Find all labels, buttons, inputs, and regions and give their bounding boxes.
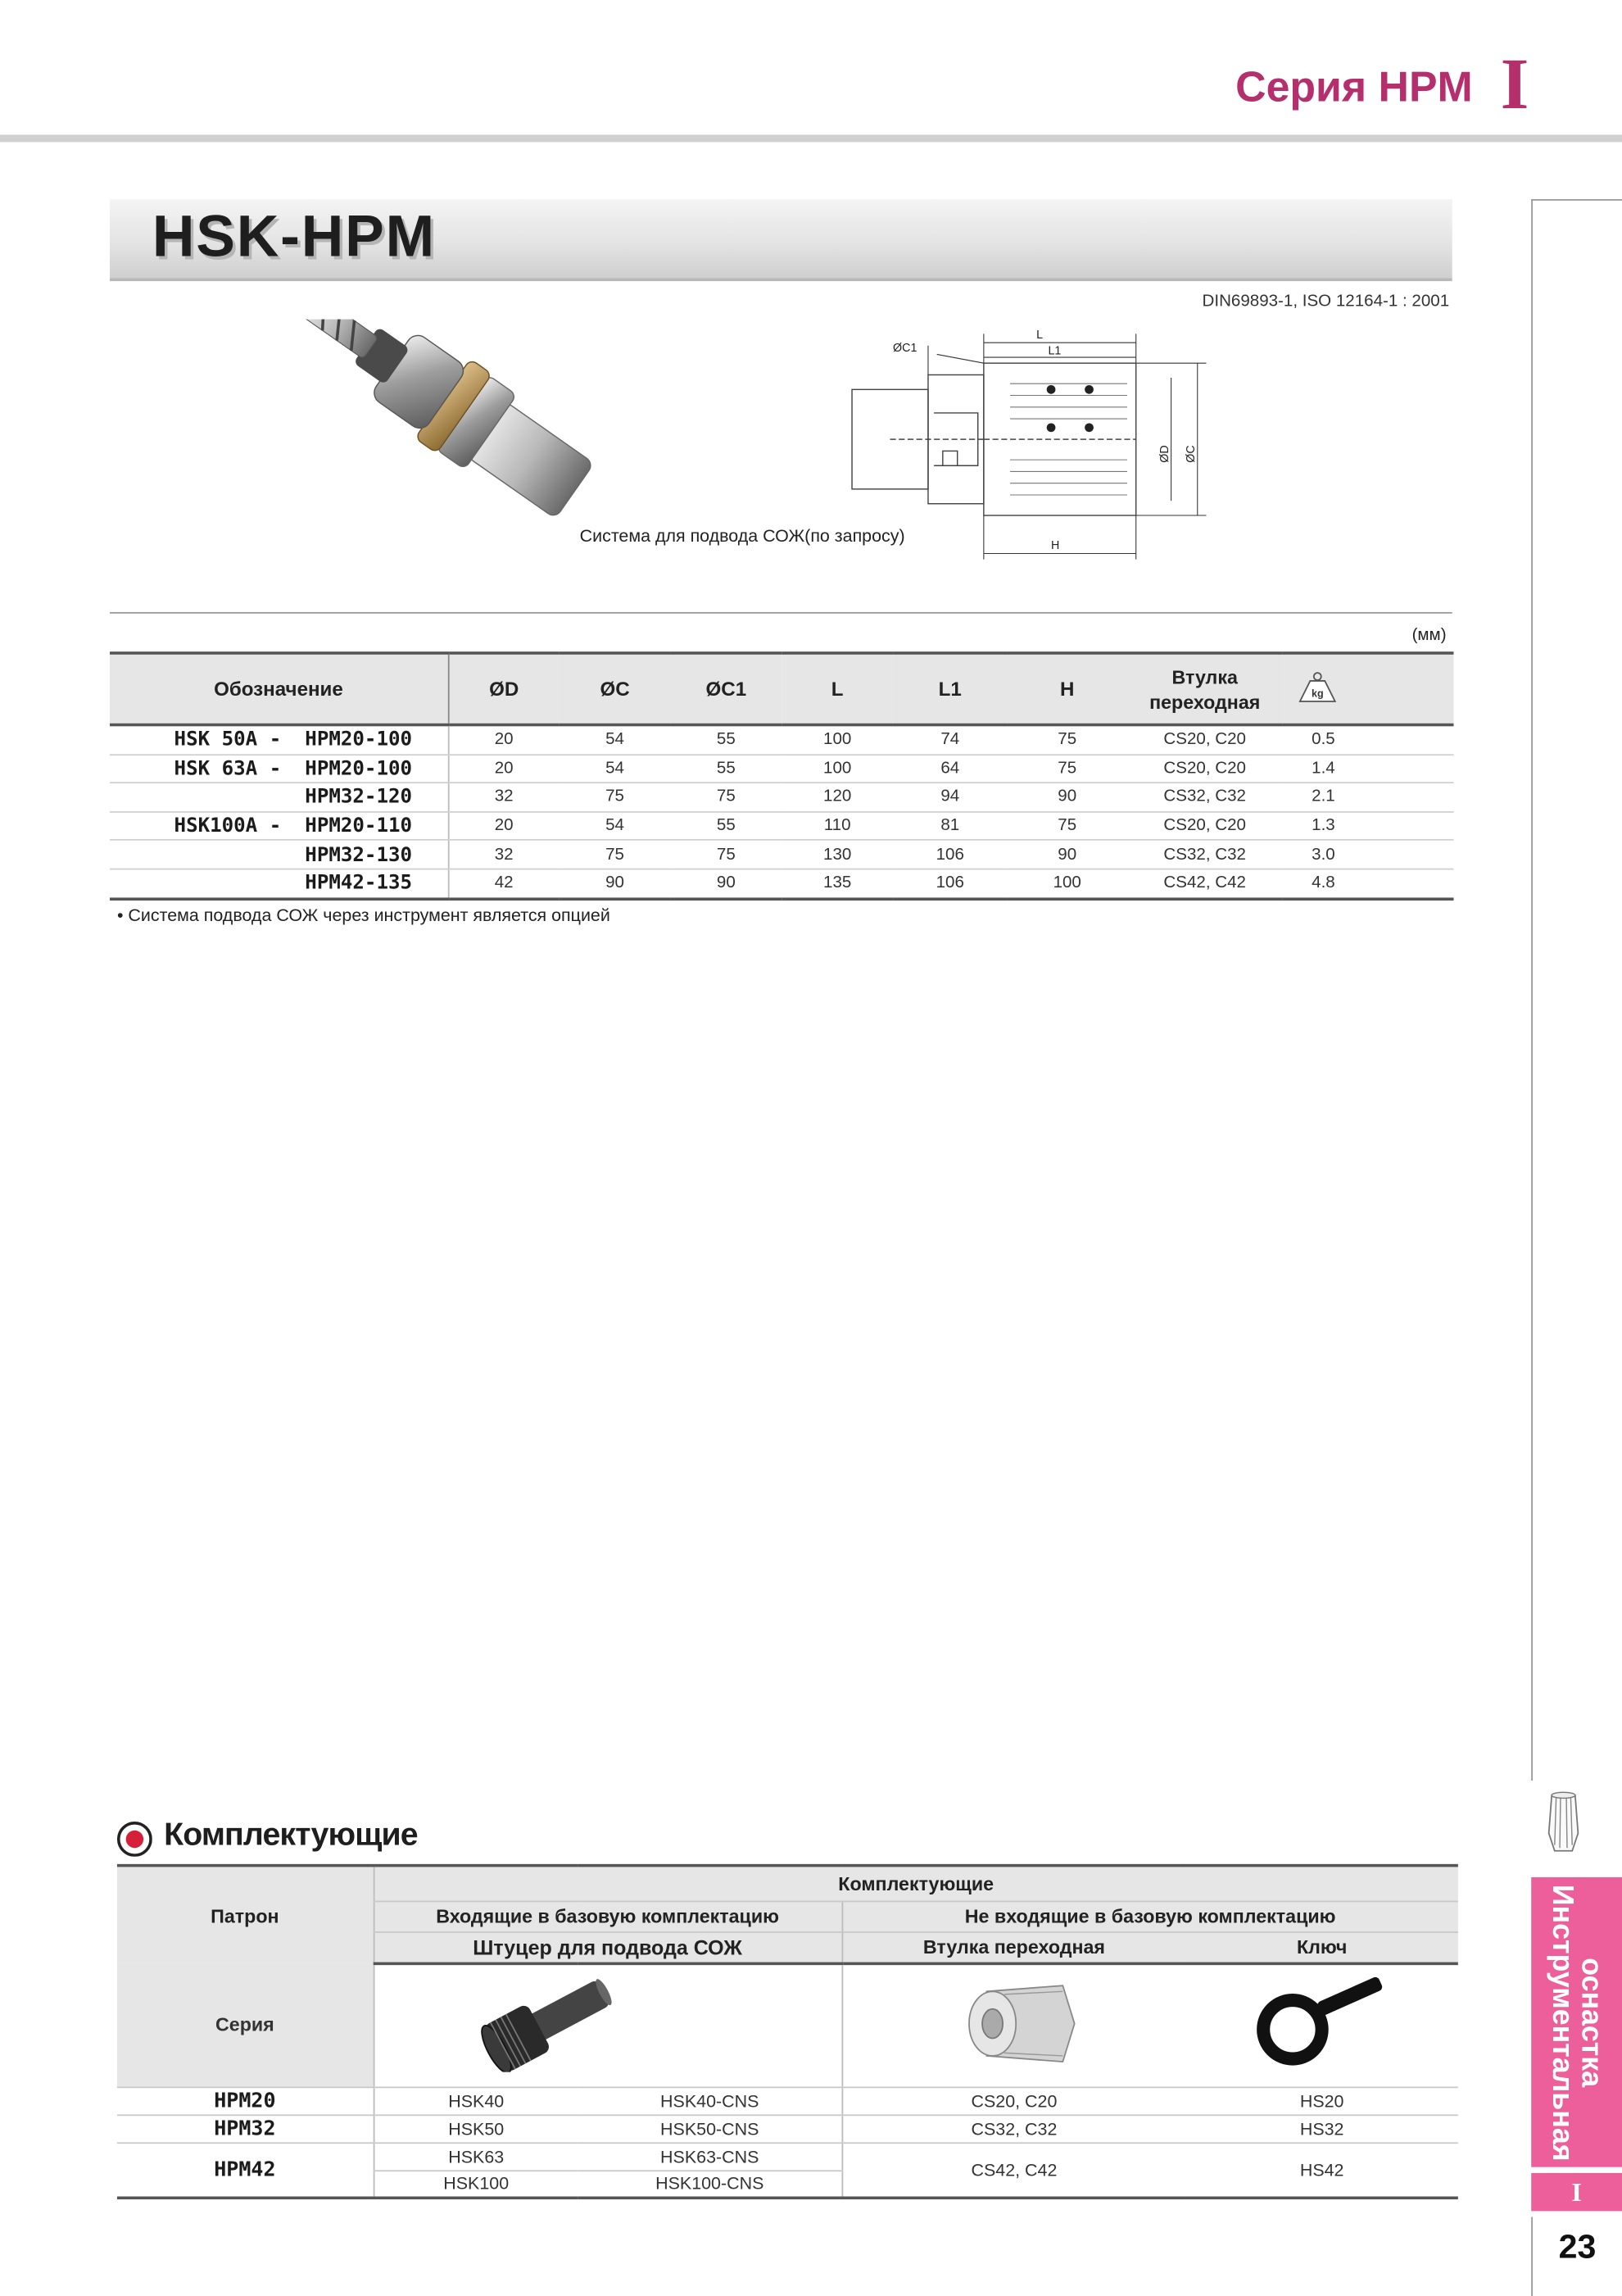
- row-designation: HSK 50A - HPM20-100: [110, 725, 448, 755]
- cell-h: 100: [1007, 869, 1127, 899]
- acc-key: HS42: [1185, 2142, 1457, 2198]
- adapter-image: [842, 1963, 1186, 2086]
- row-designation: HSK 63A - HPM20-100: [110, 754, 448, 783]
- cell-c: 75: [560, 783, 671, 811]
- coolant-caption: Система для подвода СОЖ(по запросу): [579, 525, 905, 547]
- acc-series: HPM42: [117, 2142, 374, 2198]
- col-c1: ØC1: [670, 653, 782, 725]
- section-tab-label: [1531, 1877, 1622, 2167]
- cell-c: 54: [560, 725, 671, 755]
- cell-l: 110: [782, 812, 893, 841]
- col-l: L: [782, 653, 893, 725]
- acc-col-adapter: Втулка переходная: [842, 1931, 1186, 1963]
- cell-adapter: CS32, C32: [1127, 841, 1282, 869]
- cell-l: 130: [782, 841, 893, 869]
- acc-key: HS32: [1185, 2114, 1457, 2142]
- row-designation: HPM42-135: [110, 869, 448, 899]
- acc-fit-a: HSK100: [374, 2170, 578, 2198]
- coolant-fitting-icon: [477, 1975, 618, 2071]
- col-c: ØC: [560, 653, 671, 725]
- spec-header-row: [110, 653, 1453, 725]
- cell-c: 54: [560, 812, 671, 841]
- cell-h: 90: [1007, 783, 1127, 811]
- spec-table: [110, 651, 1453, 900]
- cell-l1: 74: [893, 725, 1007, 755]
- side-panel-frame: [1531, 199, 1622, 1781]
- acc-fit-a: HSK40: [374, 2086, 578, 2114]
- section-mark: I: [1500, 42, 1529, 125]
- row-designation: HPM32-130: [110, 841, 448, 869]
- section-divider: [110, 612, 1452, 614]
- section-tab-line2: оснастка: [1574, 1957, 1608, 2087]
- acc-fit-b: HSK100-CNS: [578, 2170, 842, 2198]
- table-row: [110, 869, 1453, 899]
- acc-row-hpm42: [117, 2142, 1458, 2170]
- dim-l1: L1: [1048, 344, 1062, 358]
- dim-h: H: [1051, 539, 1060, 553]
- standard-reference: DIN69893-1, ISO 12164-1 : 2001: [1202, 293, 1450, 311]
- cell-d: 20: [448, 725, 560, 755]
- cell-adapter: CS20, C20: [1127, 812, 1282, 841]
- cell-adapter: CS42, C42: [1127, 869, 1282, 899]
- acc-col-fitting: Штуцер для подвода СОЖ: [374, 1931, 842, 1963]
- cell-l1: 106: [893, 869, 1007, 899]
- product-photo: [261, 320, 627, 583]
- dim-c1: ØC1: [893, 341, 917, 355]
- cell-weight: 4.8: [1282, 869, 1453, 899]
- cell-adapter: CS32, C32: [1127, 783, 1282, 811]
- cell-c: 75: [560, 841, 671, 869]
- row-designation: HSK100A - HPM20-110: [110, 812, 448, 841]
- col-weight: [1282, 653, 1453, 725]
- table-row: [110, 812, 1453, 841]
- acc-header-row-1: [117, 1866, 1458, 1901]
- cell-weight: 2.1: [1282, 783, 1453, 811]
- table-row: [110, 783, 1453, 811]
- acc-col-chuck: Патрон: [117, 1866, 374, 1964]
- cell-c1: 55: [670, 812, 782, 841]
- acc-series: HPM32: [117, 2114, 374, 2142]
- weight-unit: kg: [1312, 687, 1324, 700]
- cell-d: 32: [448, 841, 560, 869]
- cell-h: 75: [1007, 754, 1127, 783]
- cell-d: 32: [448, 783, 560, 811]
- cell-d: 20: [448, 754, 560, 783]
- cell-h: 75: [1007, 725, 1127, 755]
- cell-l: 120: [782, 783, 893, 811]
- cell-l1: 94: [893, 783, 1007, 811]
- cell-h: 90: [1007, 841, 1127, 869]
- wrench-key-icon: [1252, 1976, 1393, 2070]
- acc-series-label: Серия: [117, 1963, 374, 2086]
- section-tab-number: I: [1531, 2173, 1622, 2211]
- acc-col-key: Ключ: [1185, 1931, 1457, 1963]
- page-number: 23: [1531, 2217, 1622, 2296]
- acc-adapter: CS32, C32: [842, 2114, 1186, 2142]
- acc-col-included: Входящие в базовую комплектацию: [374, 1901, 842, 1932]
- dim-d: ØD: [1158, 445, 1172, 463]
- spec-note: • Система подвода СОЖ через инструмент является опцией: [116, 905, 610, 926]
- acc-adapter: CS20, C20: [842, 2086, 1186, 2114]
- product-title: HSK-HPM: [152, 205, 436, 270]
- col-adapter: [1127, 653, 1282, 725]
- cell-l: 100: [782, 754, 893, 783]
- cell-c1: 75: [670, 783, 782, 811]
- acc-fit-b: HSK50-CNS: [578, 2114, 842, 2142]
- dim-c: ØC: [1185, 445, 1198, 463]
- col-h: H: [1007, 653, 1127, 725]
- cell-l: 135: [782, 869, 893, 899]
- acc-fit-a: HSK63: [374, 2142, 578, 2170]
- col-adapter-line1: Втулка: [1171, 665, 1238, 687]
- cell-c1: 55: [670, 754, 782, 783]
- cell-h: 75: [1007, 812, 1127, 841]
- cell-c1: 75: [670, 841, 782, 869]
- cell-d: 42: [448, 869, 560, 899]
- dim-l: L: [1036, 328, 1044, 342]
- cell-adapter: CS20, C20: [1127, 725, 1282, 755]
- accessories-table: [117, 1864, 1458, 2199]
- cell-weight: 0.5: [1282, 725, 1453, 755]
- col-designation: Обозначение: [110, 653, 448, 725]
- adapter-sleeve-icon: [959, 1976, 1082, 2070]
- cell-l1: 81: [893, 812, 1007, 841]
- cell-weight: 1.3: [1282, 812, 1453, 841]
- cell-c: 90: [560, 869, 671, 899]
- acc-series: HPM20: [117, 2086, 374, 2114]
- acc-col-top: Комплектующие: [374, 1866, 1458, 1901]
- table-row: [110, 841, 1453, 869]
- cell-l: 100: [782, 725, 893, 755]
- accessories-heading: Комплектующие: [164, 1815, 418, 1853]
- weight-icon: [1297, 670, 1338, 702]
- col-adapter-line2: переходная: [1149, 690, 1261, 713]
- acc-col-not-included: Не входящие в базовую комплектацию: [842, 1901, 1458, 1932]
- acc-adapter: CS42, C42: [842, 2142, 1186, 2198]
- acc-key: HS20: [1185, 2086, 1457, 2114]
- section-tab-line1: Инструментальная: [1546, 1883, 1579, 2161]
- cell-c1: 55: [670, 725, 782, 755]
- acc-fit-b: HSK63-CNS: [578, 2142, 842, 2170]
- row-designation: HPM32-120: [110, 783, 448, 811]
- col-d: ØD: [448, 653, 560, 725]
- cell-d: 20: [448, 812, 560, 841]
- cell-adapter: CS20, C20: [1127, 754, 1282, 783]
- bullet-icon: [117, 1822, 152, 1857]
- table-row: [110, 754, 1453, 783]
- key-image: [1185, 1963, 1457, 2086]
- acc-fit-a: HSK50: [374, 2114, 578, 2142]
- cell-c: 54: [560, 754, 671, 783]
- cell-weight: 3.0: [1282, 841, 1453, 869]
- fitting-image: [374, 1963, 842, 2086]
- cell-l1: 64: [893, 754, 1007, 783]
- section-tab-gap: [1531, 2167, 1622, 2173]
- acc-row-hpm20: [117, 2086, 1458, 2114]
- acc-image-row: [117, 1963, 1458, 2086]
- cell-l1: 106: [893, 841, 1007, 869]
- cell-c1: 90: [670, 869, 782, 899]
- table-row: [110, 725, 1453, 755]
- series-title: Серия HPM: [1235, 64, 1473, 111]
- header-divider: [0, 134, 1622, 142]
- col-l1: L1: [893, 653, 1007, 725]
- cell-weight: 1.4: [1282, 754, 1453, 783]
- acc-row-hpm32: [117, 2114, 1458, 2142]
- units-label: (мм): [1411, 626, 1447, 645]
- collet-icon: [1543, 1790, 1583, 1857]
- acc-fit-b: HSK40-CNS: [578, 2086, 842, 2114]
